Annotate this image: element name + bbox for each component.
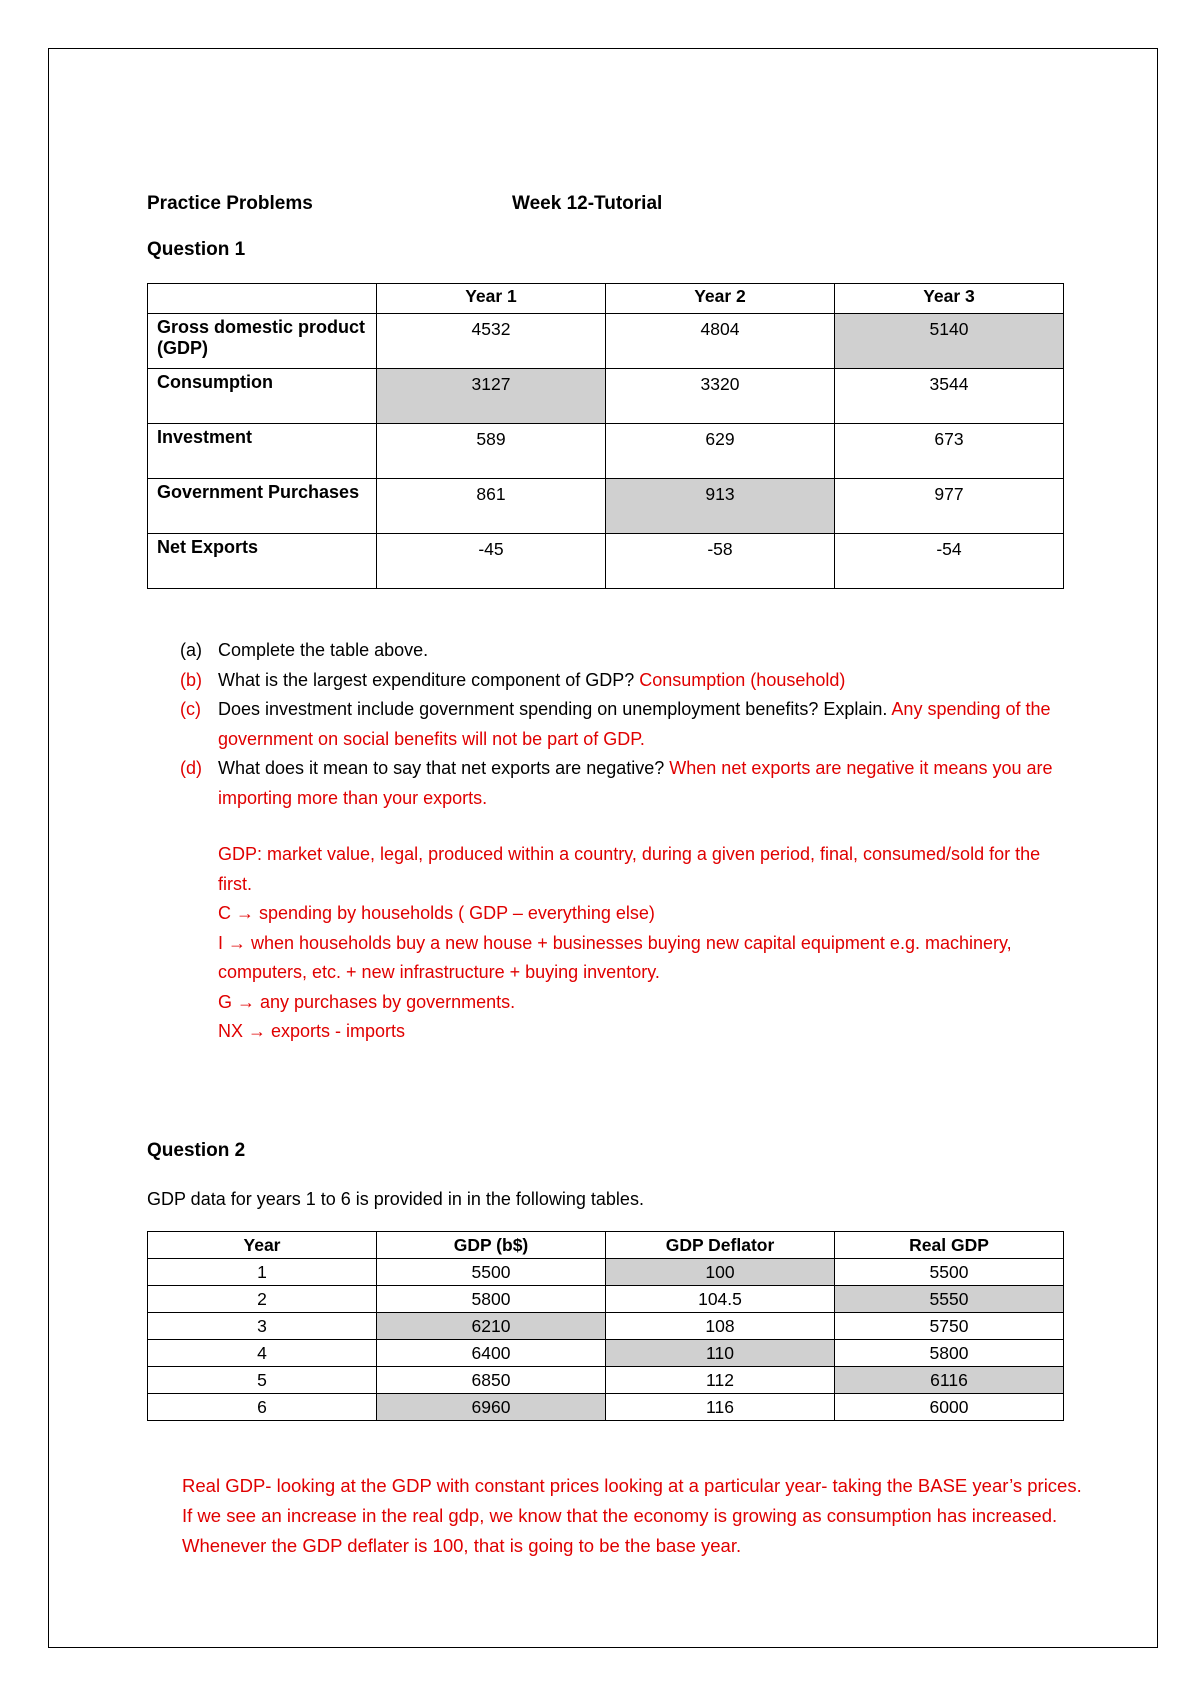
shaded-cell: 6960 xyxy=(377,1394,606,1421)
cell: -45 xyxy=(377,534,606,589)
q2-header-real-gdp: Real GDP xyxy=(835,1232,1064,1259)
item-marker: (c) xyxy=(180,699,201,719)
list-item xyxy=(180,754,1080,813)
shaded-cell: 913 xyxy=(606,479,835,534)
doc-title: Practice Problems xyxy=(147,193,313,214)
cell: 6 xyxy=(148,1394,377,1421)
table-row xyxy=(148,1394,1064,1421)
cell: 5800 xyxy=(835,1340,1064,1367)
list-item xyxy=(180,666,1080,696)
q2-header-year: Year xyxy=(148,1232,377,1259)
gdp-notes xyxy=(218,840,1078,1047)
shaded-cell: 100 xyxy=(606,1259,835,1286)
question-text: What does it mean to say that net exports are negative? xyxy=(218,758,665,778)
question-text: Does investment include government spending on unemployment benefits? Explain. xyxy=(218,699,888,719)
q1-header-empty xyxy=(148,284,377,314)
q1-header-year-3: Year 3 xyxy=(835,284,1064,314)
cell: 3320 xyxy=(606,369,835,424)
note-net-exports: NX → exports - imports xyxy=(218,1021,406,1041)
cell: -54 xyxy=(835,534,1064,589)
q2-header-deflator: GDP Deflator xyxy=(606,1232,835,1259)
table-row xyxy=(148,1340,1064,1367)
cell: 4532 xyxy=(377,314,606,369)
cell: 861 xyxy=(377,479,606,534)
list-item xyxy=(180,695,1080,754)
cell: 4 xyxy=(148,1340,377,1367)
table-row xyxy=(148,534,1064,589)
cell: 673 xyxy=(835,424,1064,479)
cell: 3 xyxy=(148,1313,377,1340)
list-item xyxy=(180,636,1080,666)
item-marker: (a) xyxy=(180,640,202,660)
cell: -58 xyxy=(606,534,835,589)
q2-table xyxy=(147,1231,1064,1421)
cell: 3544 xyxy=(835,369,1064,424)
cell: 977 xyxy=(835,479,1064,534)
cell: 5 xyxy=(148,1367,377,1394)
table-row xyxy=(148,1367,1064,1394)
question-text: What is the largest expenditure component of GDP? xyxy=(218,669,635,690)
answer-text: When net exports are negative it means you are importing more than your exports. xyxy=(218,758,1053,808)
cell: 108 xyxy=(606,1313,835,1340)
table-row xyxy=(148,1286,1064,1313)
q2-intro: GDP data for years 1 to 6 is provided in in the following tables. xyxy=(147,1189,644,1209)
table-row xyxy=(148,1259,1064,1286)
shaded-cell: 5140 xyxy=(835,314,1064,369)
row-label: Consumption xyxy=(148,369,377,424)
row-label: Gross domestic product (GDP) xyxy=(148,314,377,369)
q1-header-year-2: Year 2 xyxy=(606,284,835,314)
cell: 5800 xyxy=(377,1286,606,1313)
row-label: Net Exports xyxy=(148,534,377,589)
cell: 6400 xyxy=(377,1340,606,1367)
q1-header-year-1: Year 1 xyxy=(377,284,606,314)
q1-question-list xyxy=(180,636,1080,813)
shaded-cell: 5550 xyxy=(835,1286,1064,1313)
table-row xyxy=(148,1313,1064,1340)
question-1-heading: Question 1 xyxy=(147,239,246,260)
row-label: Investment xyxy=(148,424,377,479)
cell: 4804 xyxy=(606,314,835,369)
cell: 6850 xyxy=(377,1367,606,1394)
cell: 5750 xyxy=(835,1313,1064,1340)
note-investment: I → when households buy a new house + businesses buying new capital equipment e.g. machinery, computers, etc. + new infrastructure + buying inventory. xyxy=(218,932,1012,982)
table-row xyxy=(148,424,1064,479)
cell: 2 xyxy=(148,1286,377,1313)
table-row xyxy=(148,369,1064,424)
q1-table xyxy=(147,283,1064,589)
shaded-cell: 110 xyxy=(606,1340,835,1367)
shaded-cell: 6116 xyxy=(835,1367,1064,1394)
cell: 589 xyxy=(377,424,606,479)
note-government: G → any purchases by governments. xyxy=(218,991,516,1012)
answer-text: Any spending of the government on social benefits will not be part of GDP. xyxy=(218,699,1051,749)
cell: 1 xyxy=(148,1259,377,1286)
row-label: Government Purchases xyxy=(148,479,377,534)
answer-text: Consumption (household) xyxy=(639,669,846,690)
item-marker: (b) xyxy=(180,669,202,690)
note-consumption: C → spending by households ( GDP – everything else) xyxy=(218,903,655,923)
cell: 5500 xyxy=(835,1259,1064,1286)
cell: 116 xyxy=(606,1394,835,1421)
table-row xyxy=(148,314,1064,369)
shaded-cell: 6210 xyxy=(377,1313,606,1340)
week-label: Week 12-Tutorial xyxy=(512,193,663,214)
item-marker: (d) xyxy=(180,758,202,778)
question-2-heading: Question 2 xyxy=(147,1140,246,1161)
cell: 6000 xyxy=(835,1394,1064,1421)
real-gdp-explanation: Real GDP- looking at the GDP with constant prices looking at a particular year- taking the BASE year’s prices. If we see an increase in the real gdp, we know that the economy is growing as consumption has increased. Whenever the GDP deflater is 100, that is going to be the base year. xyxy=(182,1475,1082,1556)
shaded-cell: 3127 xyxy=(377,369,606,424)
cell: 112 xyxy=(606,1367,835,1394)
cell: 629 xyxy=(606,424,835,479)
note-gdp: GDP: market value, legal, produced within a country, during a given period, final, consumed/sold for the first. xyxy=(218,844,1041,894)
q2-header-gdp: GDP (b$) xyxy=(377,1232,606,1259)
question-text: Complete the table above. xyxy=(218,640,429,660)
cell: 5500 xyxy=(377,1259,606,1286)
cell: 104.5 xyxy=(606,1286,835,1313)
table-row xyxy=(148,479,1064,534)
